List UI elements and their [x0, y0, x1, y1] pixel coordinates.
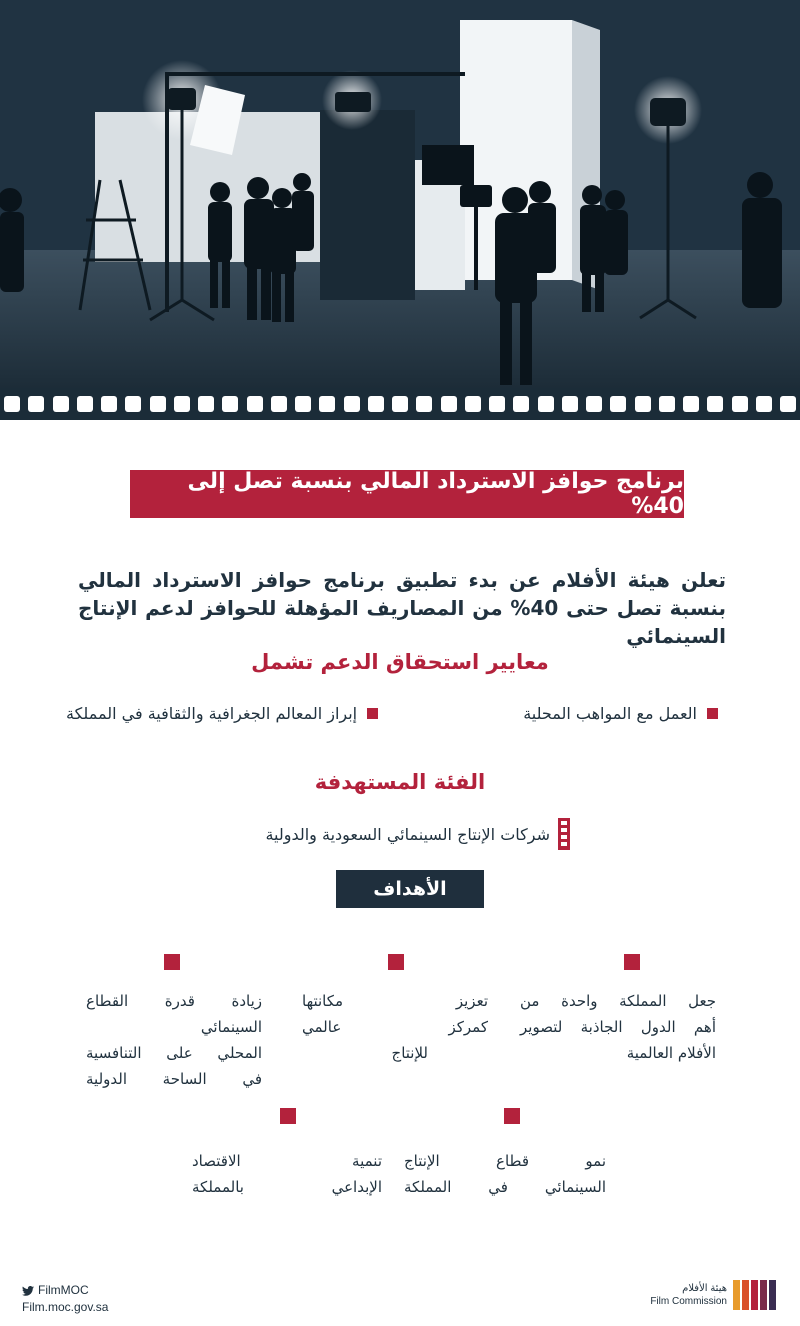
film-hole	[125, 396, 141, 412]
goal-line: زيادة قدرة القطاع السينمائي	[86, 992, 262, 1036]
logo-bars-icon	[733, 1280, 776, 1310]
twitter-handle-label: FilmMOC	[38, 1283, 89, 1297]
intro-line-2: بنسبة تصل حتى 40% من المصاريف المؤهلة للحوافز لدعم الإنتاج السينمائي	[78, 596, 726, 648]
film-hole	[513, 396, 529, 412]
logo-bar	[742, 1280, 749, 1310]
goal-line: المحلي على التنافسية	[86, 1044, 262, 1062]
logo-bar	[751, 1280, 758, 1310]
film-hole	[756, 396, 772, 412]
square-bullet-icon	[504, 1108, 520, 1124]
title-banner	[130, 470, 684, 518]
film-hole	[174, 396, 190, 412]
goal-line: الأفلام العالمية	[626, 1044, 716, 1062]
target-item	[230, 818, 570, 850]
square-bullet-icon	[367, 708, 378, 719]
website-link[interactable]: Film.moc.gov.sa	[22, 1300, 109, 1314]
square-bullet-icon	[707, 708, 718, 719]
film-hole	[707, 396, 723, 412]
logo-arabic: هيئة الأفلام	[682, 1283, 727, 1294]
goals-banner	[336, 870, 484, 908]
film-hole	[489, 396, 505, 412]
film-hole	[610, 396, 626, 412]
goal-line: كمركز عالمي	[302, 1018, 488, 1036]
film-hole	[4, 396, 20, 412]
target-heading: الفئة المستهدفة	[314, 770, 486, 794]
film-hole	[586, 396, 602, 412]
square-bullet-icon	[388, 954, 404, 970]
goal-line: تنمية الاقتصاد	[192, 1152, 382, 1170]
goal-line: نمو قطاع الإنتاج	[404, 1152, 606, 1170]
goal-line: في الساحة الدولية	[86, 1070, 262, 1088]
goal-line: السينمائي في المملكة	[404, 1178, 606, 1196]
film-hole	[416, 396, 432, 412]
film-hole	[271, 396, 287, 412]
logo-english: Film Commission	[650, 1296, 727, 1307]
film-hole	[659, 396, 675, 412]
film-hole	[101, 396, 117, 412]
film-strip-icon	[558, 818, 570, 850]
film-hole	[198, 396, 214, 412]
film-hole	[635, 396, 651, 412]
film-hole	[247, 396, 263, 412]
film-hole	[683, 396, 699, 412]
goal-line: للإنتاج	[391, 1044, 428, 1062]
film-hole	[150, 396, 166, 412]
criteria-heading: معايير استحقاق الدعم تشمل	[251, 650, 549, 674]
goal-line: أهم الدول الجاذبة لتصوير	[520, 1018, 716, 1036]
film-hole	[77, 396, 93, 412]
film-hole	[319, 396, 335, 412]
criteria-item	[66, 704, 378, 723]
logo-text	[650, 1282, 727, 1308]
page-title: برنامج حوافز الاسترداد المالي بنسبة تصل إلى 40%	[187, 469, 684, 519]
square-bullet-icon	[624, 954, 640, 970]
film-hole	[28, 396, 44, 412]
goal-item	[192, 1148, 382, 1200]
goal-line: الإبداعي بالمملكة	[192, 1178, 382, 1196]
square-bullet-icon	[164, 954, 180, 970]
film-hole	[392, 396, 408, 412]
criteria-list	[66, 704, 718, 723]
film-strip-border	[0, 388, 800, 420]
film-hole	[780, 396, 796, 412]
film-commission-logo	[650, 1280, 776, 1310]
square-bullet-icon	[280, 1108, 296, 1124]
goal-line: تعزيز مكانتها	[302, 992, 488, 1010]
twitter-handle[interactable]	[22, 1282, 108, 1299]
film-hole	[53, 396, 69, 412]
criteria-item-label: العمل مع المواهب المحلية	[523, 704, 697, 723]
film-hole	[344, 396, 360, 412]
intro-paragraph	[78, 566, 726, 650]
film-hole	[368, 396, 384, 412]
footer-contact	[22, 1282, 108, 1316]
goal-item	[520, 988, 716, 1066]
bird-icon	[22, 1286, 34, 1296]
film-hole	[732, 396, 748, 412]
goals-heading: الأهداف	[373, 878, 447, 900]
film-hole	[465, 396, 481, 412]
film-set-illustration	[0, 0, 800, 420]
logo-bar	[760, 1280, 767, 1310]
logo-bar	[733, 1280, 740, 1310]
target-item-label: شركات الإنتاج السينمائي السعودية والدولية	[265, 824, 550, 844]
film-hole	[441, 396, 457, 412]
film-hole	[538, 396, 554, 412]
film-hole	[562, 396, 578, 412]
goal-item	[404, 1148, 606, 1200]
goal-item	[302, 988, 488, 1066]
goal-item	[86, 988, 262, 1092]
film-hole	[222, 396, 238, 412]
intro-line-1: تعلن هيئة الأفلام عن بدء تطبيق برنامج حوافز الاسترداد المالي	[78, 568, 726, 592]
hero-photo	[0, 0, 800, 420]
criteria-item-label: إبراز المعالم الجغرافية والثقافية في المملكة	[66, 704, 358, 723]
goal-line: جعل المملكة واحدة من	[520, 992, 716, 1010]
criteria-item	[523, 704, 718, 723]
film-hole	[295, 396, 311, 412]
logo-bar	[769, 1280, 776, 1310]
